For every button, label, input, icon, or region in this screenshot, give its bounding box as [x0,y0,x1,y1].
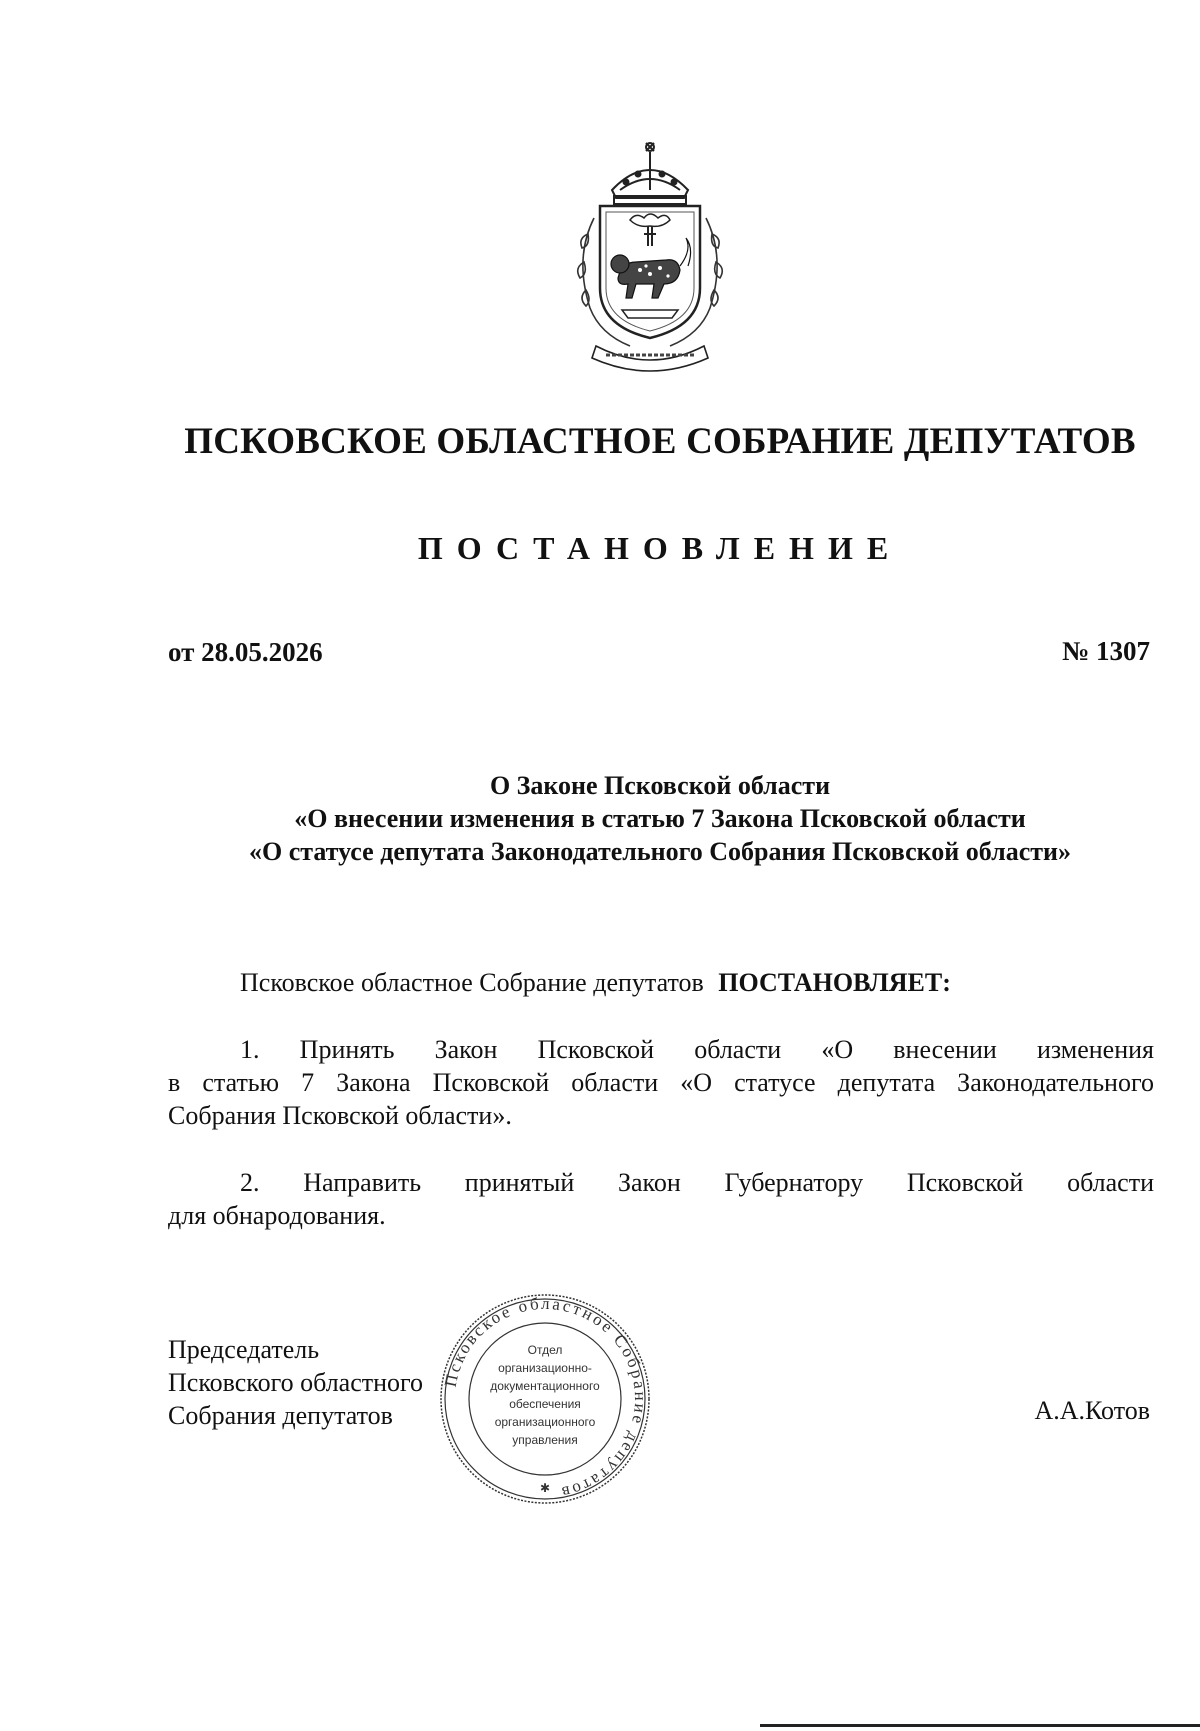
list-item [168,1166,1154,1232]
official-stamp [438,1292,652,1506]
paragraph-line: Собрания Псковской области». [168,1101,512,1130]
organization-title: ПСКОВСКОЕ ОБЛАСТНОЕ СОБРАНИЕ ДЕПУТАТОВ [184,421,1136,462]
document-type: ПОСТАНОВЛЕНИЕ [417,530,903,566]
paragraph-line: для обнародования. [168,1201,386,1230]
stamp-inner-line: обеспечения [509,1397,581,1411]
stamp-inner-line: управления [512,1433,578,1447]
stamp-inner-line: организационно- [498,1361,592,1375]
paragraph-line: в статью 7 Закона Псковской области «О статусе депутата Законодательного [168,1068,1154,1097]
paragraph-line: 2. Направить принятый Закон Губернатору Псковской области [240,1168,1154,1197]
subject-line: «О статусе депутата Законодательного Собрания Псковской области» [248,837,1071,866]
subject-line: «О внесении изменения в статью 7 Закона Псковской области [294,804,1026,833]
bottom-rule [760,1724,1200,1727]
stamp-outer-text: Псковское областное Собрание депутатов [440,1293,651,1503]
signer-name: А.А.Котов [1034,1396,1150,1425]
document-date: от 28.05.2026 [168,637,323,667]
signer-title [168,1333,423,1432]
decree-word: ПОСТАНОВЛЯЕТ: [718,968,951,997]
signer-title-line: Собрания депутатов [168,1401,393,1430]
preamble [240,968,951,998]
list-item [168,1033,1154,1132]
star-icon: ✱ [539,1481,551,1495]
preamble-text: Псковское областное Собрание депутатов [240,968,704,997]
document-subject [0,769,1200,868]
stamp-inner-line: Отдел [527,1343,563,1357]
stamp-inner-line: документационного [490,1379,600,1393]
paragraph-line: 1. Принять Закон Псковской области «О внесении изменения [240,1035,1154,1064]
document-number: № 1307 [1062,636,1150,666]
signer-title-line: Председатель [168,1335,320,1364]
pskov-coat-of-arms-icon [560,138,740,378]
subject-line: О Законе Псковской области [489,771,831,800]
stamp-inner-line: организационного [494,1415,596,1429]
signer-title-line: Псковского областного [168,1368,424,1397]
